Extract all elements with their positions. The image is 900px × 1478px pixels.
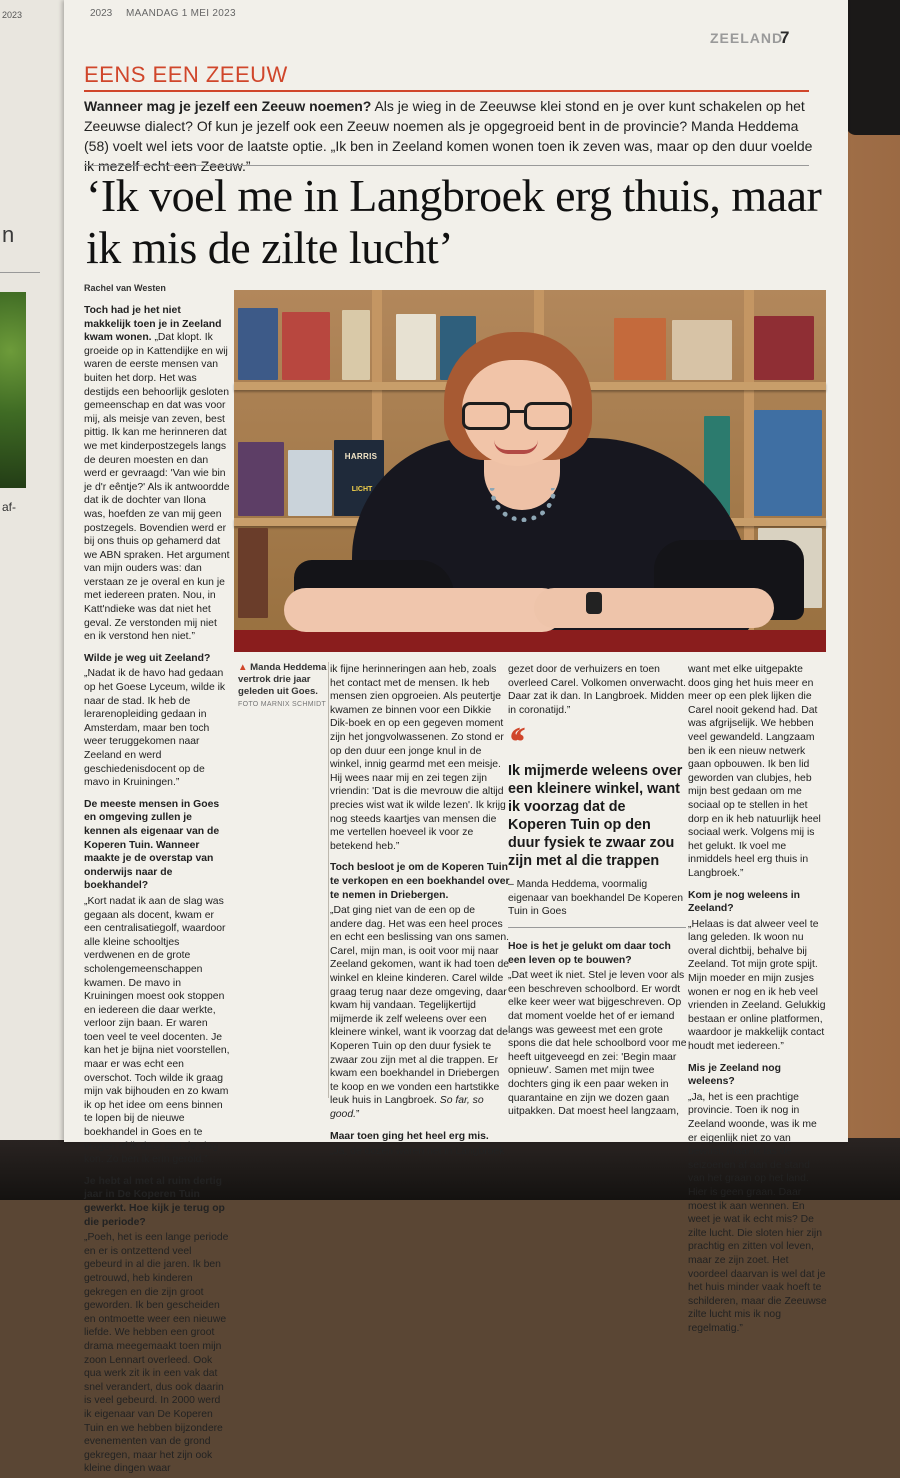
answer: „Ja, de dozen waren net in Langbroek (330, 1146, 505, 1158)
column-separator (328, 662, 329, 1098)
book (238, 442, 284, 516)
answer: „Dat ging niet van de een op de andere dag. Het was een heel proces en echt een beslissing van ons samen. Carel, mijn man, is ooit voor mij naar Zeeland gekomen, want ik had toen de winkel en kleine kinderen. Carel wilde graag terug naar deze omgeving, daar kwam hij vandaan. Tegelijkertijd mijmerde ik zelf weleens over een kleinere winkel, want ik voorzag dat de Koperen Tuin op den duur fysiek te zwaar zou zijn met al die trappen. Er kwam een boekhandel in Driebergen te koop en we vonden een hartstikke leuk huis in Langbroek. (330, 905, 510, 1107)
red-counter (234, 630, 826, 652)
book (672, 320, 732, 380)
question: Wilde je weg uit Zeeland? (84, 652, 211, 664)
question: De meeste mensen in Goes en omgeving zullen je kennen als eigenaar van de Koperen Tuin. Wanneer maakte je de overstap van onderwijs naar de boekhandel? (84, 798, 220, 892)
previous-page (0, 0, 72, 1140)
dark-object (846, 0, 900, 135)
answer: gezet door de verhuizers en toen overleed Carel. Volkomen onverwacht. Daar zat ik dan. In Langbroek. Midden in coronatijd.” (508, 664, 686, 716)
header-region: ZEELAND (710, 30, 784, 46)
prev-page-plant-photo (0, 292, 26, 488)
glasses (462, 402, 574, 432)
book (288, 450, 332, 516)
book (614, 318, 666, 380)
article-column-5 (688, 663, 828, 1338)
book (238, 528, 268, 618)
article-column-1 (84, 304, 230, 1478)
answer: ik fijne herinneringen aan heb, zoals het contact met de mensen. Ik heb mensen zien opgroeien. Als peutertje kwamen ze binnen voor een Dikkie Dik-boek en op een gegeven moment zijn het jongvolwassenen. Zo stond er op den duur een jonge knul in de winkel, innig gearmd met een meisje. Hij wees naar mij en zei tegen zijn vriendin: 'Dat is die mevrouw die altijd precies wist wat ik wilde lezen'. Ik krijg nog steeds kaartjes van mensen die me vertellen hoeveel ik voor ze betekend heb.” (330, 664, 506, 852)
answer: „Kort nadat ik aan de slag was gegaan als docent, kwam er een centralisatiegolf, waardoor alle kleine schooltjes verdwenen en de grote scholengemeenschappen kwamen. De mavo in Kruiningen moest ook stoppen en iedereen die daar werkte, verloor zijn baan. Er waren toen veel te veel docenten. Je kan het je bijna niet voorstellen, maar er was echt een overschot. Toch wilde ik graag mijn vak bijhouden en zo kwam ik op het idee om eens binnen te lopen bij de nieuwe boekhandel in Goes en te vragen of ik daar aan de slag kon. Zo ben ik erin gerold.” (84, 895, 230, 1166)
question: Je hebt al met al ruim dertig jaar in De Koperen Tuin gewerkt. Hoe kijk je terug op die periode? (84, 1175, 225, 1228)
byline: Rachel van Westen (84, 283, 166, 293)
intro-paragraph (84, 96, 814, 176)
answer-end: ” (356, 1109, 360, 1120)
answer: „Ja, het is een prachtige provincie. Toen ik nog in Zeeland woonde, was ik me er eigenlijk niet zo van bewust, maar ik las de seizoenen af aan de stand van het graan op het land. Hier is geen graan. Daar moest ik aan wennen. En weet je wat ik echt mis? De zilte lucht. Die sloten hier zijn prachtig en zitten vol leven, maar ze zijn zoet. Het voordeel daarvan is wel dat je het huis minder vaak hoeft te schilderen, maar die Zeeuwse zilte lucht mis ik nog regelmatig.” (688, 1091, 827, 1334)
book (754, 316, 814, 380)
wristwatch (586, 592, 602, 614)
newspaper-page (64, 0, 848, 1475)
pull-quote-text: Ik mijmerde weleens over een kleinere winkel, want ik voorzag dat de Koperen Tuin op den duur fysiek te zwaar zou zijn met al die trappen (508, 763, 683, 869)
page-header (90, 8, 830, 47)
book (754, 410, 822, 516)
answer-italic: So far, so good. (330, 1095, 484, 1120)
question: Toch had je het niet makkelijk toen je in Zeeland kwam wonen. (84, 305, 222, 344)
section-kicker: EENS EEN ZEEUW (84, 62, 288, 87)
book (282, 312, 330, 380)
prev-page-year: 2023 (2, 10, 23, 20)
woman-arm (534, 588, 774, 628)
book (396, 314, 436, 380)
answer: „Nadat ik de havo had gedaan op het Goese Lyceum, wilde ik naar de stad. Ik heb de lerarenopleiding gedaan in Amsterdam, maar ben toch weer teruggekomen naar Zeeland en werd geschiedenisdocent op de mavo in Kruiningen.” (84, 668, 226, 789)
prev-page-rule (0, 272, 40, 273)
pull-quote-rule (508, 927, 686, 928)
question: Kom je nog weleens in Zeeland? (688, 889, 801, 915)
glasses-lens (524, 402, 572, 430)
article-column-4-lower (508, 940, 688, 1121)
header-year: 2023 (90, 8, 113, 19)
article-column-4 (508, 663, 688, 719)
question: Hoe is het je gelukt om daar toch een leven op te bouwen? (508, 941, 671, 966)
question: Maar toen ging het heel erg mis. (330, 1130, 489, 1142)
quote-icon: ‘‘ (508, 720, 521, 766)
book (342, 310, 370, 380)
question: Mis je Zeeland nog weleens? (688, 1062, 781, 1088)
answer: „Dat klopt. Ik groeide op in Kattendijke en wij waren de eerste mensen van buiten het dorp. Het was destijds een behoorlijk gesloten gemeenschap en dat was voor mij, als meisje van zeven, best pittig. Ik kan me herinneren dat we met kinderpostzegels langs de deuren moesten en dan werd er gevraagd: 'Van wie bin je d'r eêntje?' Als ik antwoordde dat ik de dochter van Ilona was, hoefden ze van mij geen postzegels. Bovendien werd er bij ons thuis op gehamerd dat we ABN spraken. Het argument van mijn ouders was: dan verstaan ze je overal en kun je met iedereen praten. Nou, in Katt'ndieke was dat niet het geval. Ze verstonden mij niet en ik verstond hen niet.” (84, 332, 230, 643)
kicker-rule (84, 90, 809, 92)
header-page-number: 7 (780, 28, 790, 47)
photo-credit: FOTO MARNIX SCHMIDT (238, 701, 327, 708)
book (238, 308, 278, 380)
question: Toch besloot je om de Koperen Tuin te verkopen en een boekhandel over te nemen in Driebergen. (330, 862, 510, 901)
glasses-bridge (510, 410, 524, 413)
prev-page-letter: n (2, 222, 15, 247)
intro-lead: Wanneer mag je jezelf een Zeeuw noemen? (84, 98, 372, 114)
answer: „Poeh, het is een lange periode en er is ontzettend veel gebeurd in al die jaren. Ik ben getrouwd, heb kinderen gekregen en die zijn groot geworden. Ik ben gescheiden en ontmoette weer een nieuwe liefde. We hebben een groot drama meegemaakt toen mijn zoon Lennart overleed. Ook qua werk zit ik in een vak dat snel verandert, dus ook daarin is veel gebeurd. In 2000 werd ik eigenaar van De Koperen Tuin en we hebben bijzondere evenementen van de grond gekregen, maar het zijn ook kleine dingen waar (84, 1232, 229, 1475)
glasses-lens (462, 402, 510, 430)
answer: want met elke uitgepakte doos ging het huis meer en meer op een plek lijken die Carel nooit gekend had. Dat was afgrijselijk. We hebben veel gewandeld. Langzaam ben ik een nieuw netwerk gaan opbouwen. Ik ben lid geworden van clubjes, heb mijn best gedaan om me sociaal op te stellen in het dorp en ik heb natuurlijk heel sociaal werk. Volgens mij is het gelukt. Ik voel me inmiddels heel erg thuis in Langbroek.” (688, 664, 821, 879)
answer: „Helaas is dat alweer veel te lang geleden. Ik woon nu overal dichtbij, behalve bij Zeeland. Tot mijn grote spijt. Mijn moeder en mijn zusjes wonen er nog en ik heb veel vrienden in Zeeland. Gelukkig bestaan er online platformen, waardoor je makkelijk contact houdt met iedereen.” (688, 918, 826, 1053)
book-cover-title: HARRIS (344, 452, 378, 461)
book-cover-word: LICHT (351, 486, 373, 493)
caption-marker: ▲ (238, 662, 248, 673)
headline: ‘Ik voel me in Langbroek erg thuis, maar ik mis de zilte lucht’ (86, 170, 822, 273)
article-column-3 (330, 663, 510, 1161)
portrait-photo (234, 290, 826, 652)
caption-text: Manda Heddema vertrok drie jaar geleden uit Goes. (238, 662, 327, 697)
answer: „Dat weet ik niet. Stel je leven voor als een beschreven schoolbord. Er wordt elke keer weer wat bijgeschreven. Op dat moment voelde het of er iemand langs was geweest met een grote spons die dat hele schoolbord voor me heeft uitgeveegd en zei: 'Begin maar opnieuw'. Samen met mijn twee dochters ging ik een paar weken in quarantaine en zijn we dozen gaan uitpakken. Dat moest heel langzaam, (508, 970, 687, 1118)
intro-body: Als je wieg in de Zeeuwse klei stond en je over kunt schakelen op het Zeeuwse dialect? Of kun je jezelf ook een Zeeuw noemen als je opgegroeid bent in de provincie? Manda Heddema (58) voelt wel iets voor de laatste optie. „Ik ben in Zeeland komen wonen toen ik zeven was, maar op den duur voelde ik mezelf echt een Zeeuw.” (84, 98, 813, 174)
prev-page-word: af- (2, 500, 17, 514)
woman-arm (284, 588, 564, 632)
intro-rule (84, 165, 809, 166)
pull-quote-attribution: – Manda Heddema, voormalig eigenaar van boekhandel De Koperen Tuin in Goes (508, 879, 684, 918)
pull-quote (508, 720, 686, 928)
header-date: MAANDAG 1 MEI 2023 (126, 8, 236, 19)
photo-caption (238, 662, 330, 711)
